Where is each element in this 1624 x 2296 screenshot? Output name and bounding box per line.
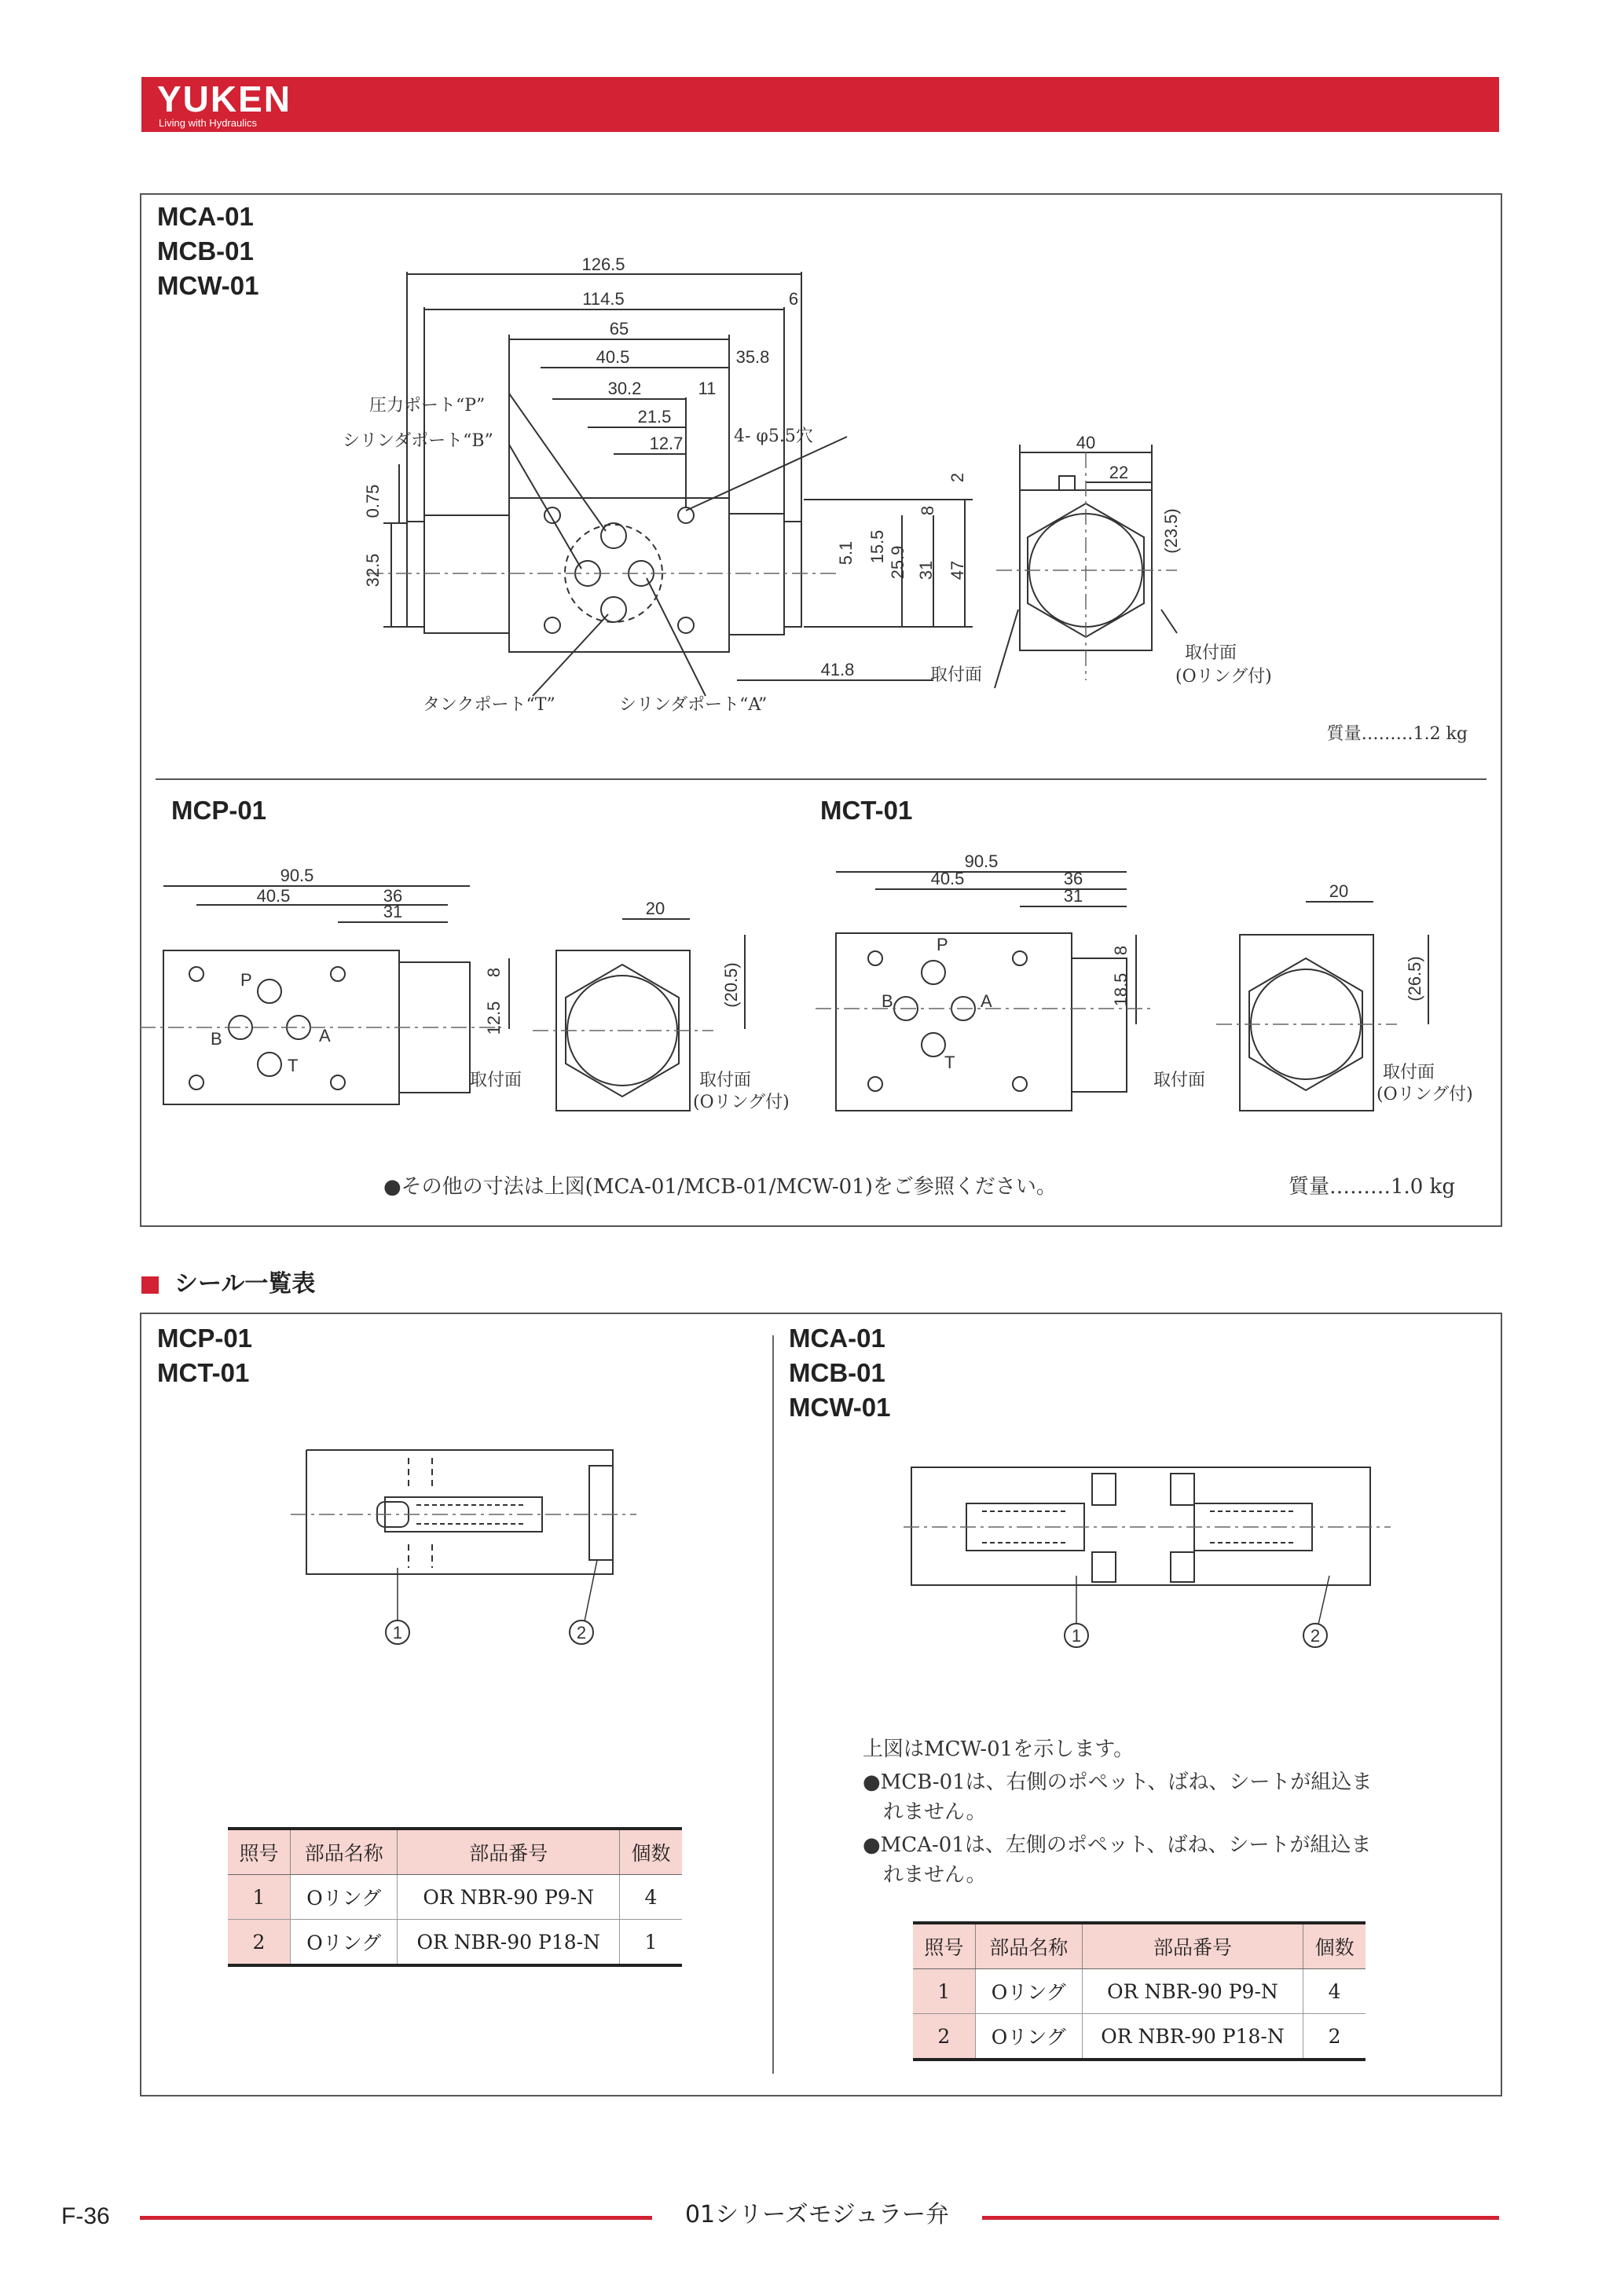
- dim-text: 20: [645, 899, 665, 918]
- dim-text: 114.5: [582, 289, 625, 309]
- table-cell: Oリング: [975, 2014, 1082, 2060]
- table-header-row: [913, 1923, 1366, 1969]
- column-header: 照号: [228, 1829, 291, 1875]
- column-header: 部品名称: [291, 1829, 398, 1875]
- table-cell: OR NBR-90 P9-N: [398, 1875, 619, 1920]
- page-number: F-36: [61, 2203, 110, 2229]
- column-header: 個数: [1303, 1923, 1366, 1969]
- table-cell: 1: [619, 1920, 682, 1966]
- dim-text: 22: [1109, 463, 1129, 482]
- column-header: 部品名称: [975, 1923, 1082, 1969]
- dim-text: 47: [948, 560, 967, 580]
- section-title: シール一覧表: [174, 1270, 316, 1298]
- dim-text: 30.2: [607, 379, 642, 398]
- dim-text: 40: [1076, 433, 1096, 452]
- mount-label: 取付面: [1383, 1063, 1435, 1082]
- table-cell: OR NBR-90 P18-N: [1082, 2014, 1303, 2060]
- dim-text: 21.5: [637, 407, 672, 427]
- mcp-mct-drawing: [140, 833, 1502, 1186]
- table-cell: 4: [1303, 1969, 1366, 2014]
- dim-text: 8: [484, 967, 504, 978]
- mount-label: (Oリング付): [693, 1093, 790, 1112]
- table-header-row: [228, 1829, 682, 1875]
- dim-text: (23.5): [1161, 508, 1181, 554]
- dim-text: 0.75: [363, 484, 383, 518]
- column-header: 部品番号: [398, 1829, 619, 1875]
- table-cell: OR NBR-90 P18-N: [398, 1920, 619, 1966]
- mass-label: 質量………1.0 kg: [1289, 1175, 1456, 1199]
- table-cell: Oリング: [291, 1920, 398, 1966]
- dim-text: 6: [788, 289, 799, 309]
- dim-text: 5.1: [836, 540, 856, 566]
- table-row: [228, 1920, 682, 1966]
- dim-text: 35.8: [735, 347, 770, 367]
- model-label: MCT-01: [820, 796, 913, 825]
- mount-label: (Oリング付): [1377, 1085, 1473, 1104]
- mount-label: 取付面: [930, 665, 983, 685]
- dim-text: 90.5: [280, 866, 314, 885]
- table-cell: Oリング: [975, 1969, 1082, 2014]
- dim-text: 12.5: [484, 1001, 504, 1035]
- parts-table-left: [228, 1827, 682, 1967]
- table-cell: 2: [228, 1920, 291, 1966]
- dim-text: (26.5): [1405, 956, 1424, 1002]
- brand-logo: YUKEN: [157, 79, 292, 119]
- footer-title: 01シリーズモジュラー弁: [684, 2201, 950, 2228]
- seal-note: れません。: [883, 1863, 987, 1887]
- dim-text: 12.7: [649, 434, 684, 453]
- table-row: [228, 1875, 682, 1920]
- footer-rule-left: [140, 2216, 652, 2220]
- dim-text: 8: [918, 505, 937, 516]
- table-cell: 1: [913, 1969, 975, 2014]
- seal-note: ●MCB-01は、右側のポペット、ばね、シートが組込ま: [863, 1771, 1373, 1794]
- seal-left-drawing: [291, 1442, 668, 1646]
- reference-note: ●その他の寸法は上図(MCA-01/MCB-01/MCW-01)をご参照ください。: [383, 1175, 1057, 1199]
- dim-text: 36: [1063, 869, 1083, 888]
- mount-label: 取付面: [1185, 643, 1237, 663]
- port-label: A: [981, 991, 992, 1011]
- model-label: MCB-01: [789, 1358, 885, 1387]
- callout-number: 1: [392, 1623, 403, 1642]
- model-label: MCT-01: [157, 1358, 250, 1387]
- dim-text: 40.5: [256, 886, 291, 906]
- mount-label: (Oリング付): [1175, 667, 1272, 687]
- parts-table-right: [913, 1921, 1366, 2061]
- port-label: タンクポート“T”: [423, 695, 555, 715]
- dim-text: 8: [1111, 945, 1131, 956]
- dim-text: 40.5: [930, 869, 965, 888]
- dim-text: 40.5: [596, 347, 630, 367]
- table-cell: 1: [228, 1875, 291, 1920]
- callout-number: 2: [1310, 1626, 1321, 1646]
- port-label: P: [937, 935, 948, 954]
- dim-text: 65: [609, 319, 629, 339]
- seal-note: れません。: [883, 1800, 987, 1824]
- model-label: MCA-01: [789, 1324, 885, 1353]
- port-label: 圧力ポート“P”: [369, 396, 486, 416]
- dim-text: 15.5: [867, 529, 887, 564]
- section-marker: [141, 1276, 159, 1294]
- seal-note: ●MCA-01は、左側のポペット、ばね、シートが組込ま: [863, 1833, 1372, 1857]
- seal-divider: [772, 1335, 774, 2074]
- dim-text: (20.5): [721, 962, 741, 1008]
- seal-right-drawing: [904, 1458, 1391, 1662]
- mount-label: 取付面: [1153, 1071, 1206, 1090]
- model-label: MCW-01: [789, 1393, 891, 1422]
- footer-rule-right: [982, 2216, 1499, 2220]
- header-bar: [141, 77, 1499, 132]
- dim-text: 2: [948, 472, 967, 483]
- model-label: MCW-01: [157, 271, 259, 300]
- callout-number: 2: [576, 1623, 587, 1642]
- dim-text: 18.5: [1111, 972, 1131, 1007]
- table-cell: OR NBR-90 P9-N: [1082, 1969, 1303, 2014]
- port-label: T: [288, 1056, 299, 1075]
- column-header: 個数: [619, 1829, 682, 1875]
- port-label: シリンダポート“A”: [619, 695, 768, 715]
- seal-note: 上図はMCW-01を示します。: [863, 1738, 1135, 1761]
- model-label: MCA-01: [157, 202, 254, 231]
- dim-text: 20: [1329, 881, 1349, 901]
- dim-text: 25.9: [888, 545, 907, 580]
- dim-text: 41.8: [820, 660, 855, 679]
- table-cell: 2: [913, 2014, 975, 2060]
- mount-label: 取付面: [699, 1071, 752, 1090]
- port-label: B: [211, 1029, 222, 1049]
- dim-text: 32.5: [363, 553, 383, 588]
- port-label: A: [319, 1026, 331, 1045]
- dim-text: 90.5: [964, 851, 999, 871]
- table-row: [913, 1969, 1366, 2014]
- dim-text: 36: [383, 886, 403, 906]
- dim-text: 31: [383, 902, 403, 921]
- hole-label: 4- φ5.5穴: [734, 427, 813, 446]
- model-label: MCP-01: [157, 1324, 253, 1353]
- mount-label: 取付面: [470, 1071, 522, 1090]
- mass-label: 質量………1.2 kg: [1326, 724, 1468, 744]
- callout-number: 1: [1071, 1626, 1082, 1646]
- table-cell: Oリング: [291, 1875, 398, 1920]
- table-cell: 4: [619, 1875, 682, 1920]
- dim-text: 31: [1063, 886, 1083, 906]
- model-label: MCB-01: [157, 236, 254, 265]
- port-label: P: [240, 970, 252, 990]
- model-label: MCP-01: [171, 796, 267, 825]
- port-label: B: [882, 991, 893, 1011]
- dim-text: 31: [916, 560, 936, 580]
- port-label: T: [944, 1053, 955, 1072]
- brand-tagline: Living with Hydraulics: [159, 117, 257, 129]
- table-row: [913, 2014, 1366, 2060]
- dim-text: 11: [698, 379, 717, 398]
- column-header: 部品番号: [1082, 1923, 1303, 1969]
- column-header: 照号: [913, 1923, 975, 1969]
- table-cell: 2: [1303, 2014, 1366, 2060]
- port-label: シリンダポート“B”: [343, 431, 493, 451]
- dim-text: 126.5: [581, 255, 625, 274]
